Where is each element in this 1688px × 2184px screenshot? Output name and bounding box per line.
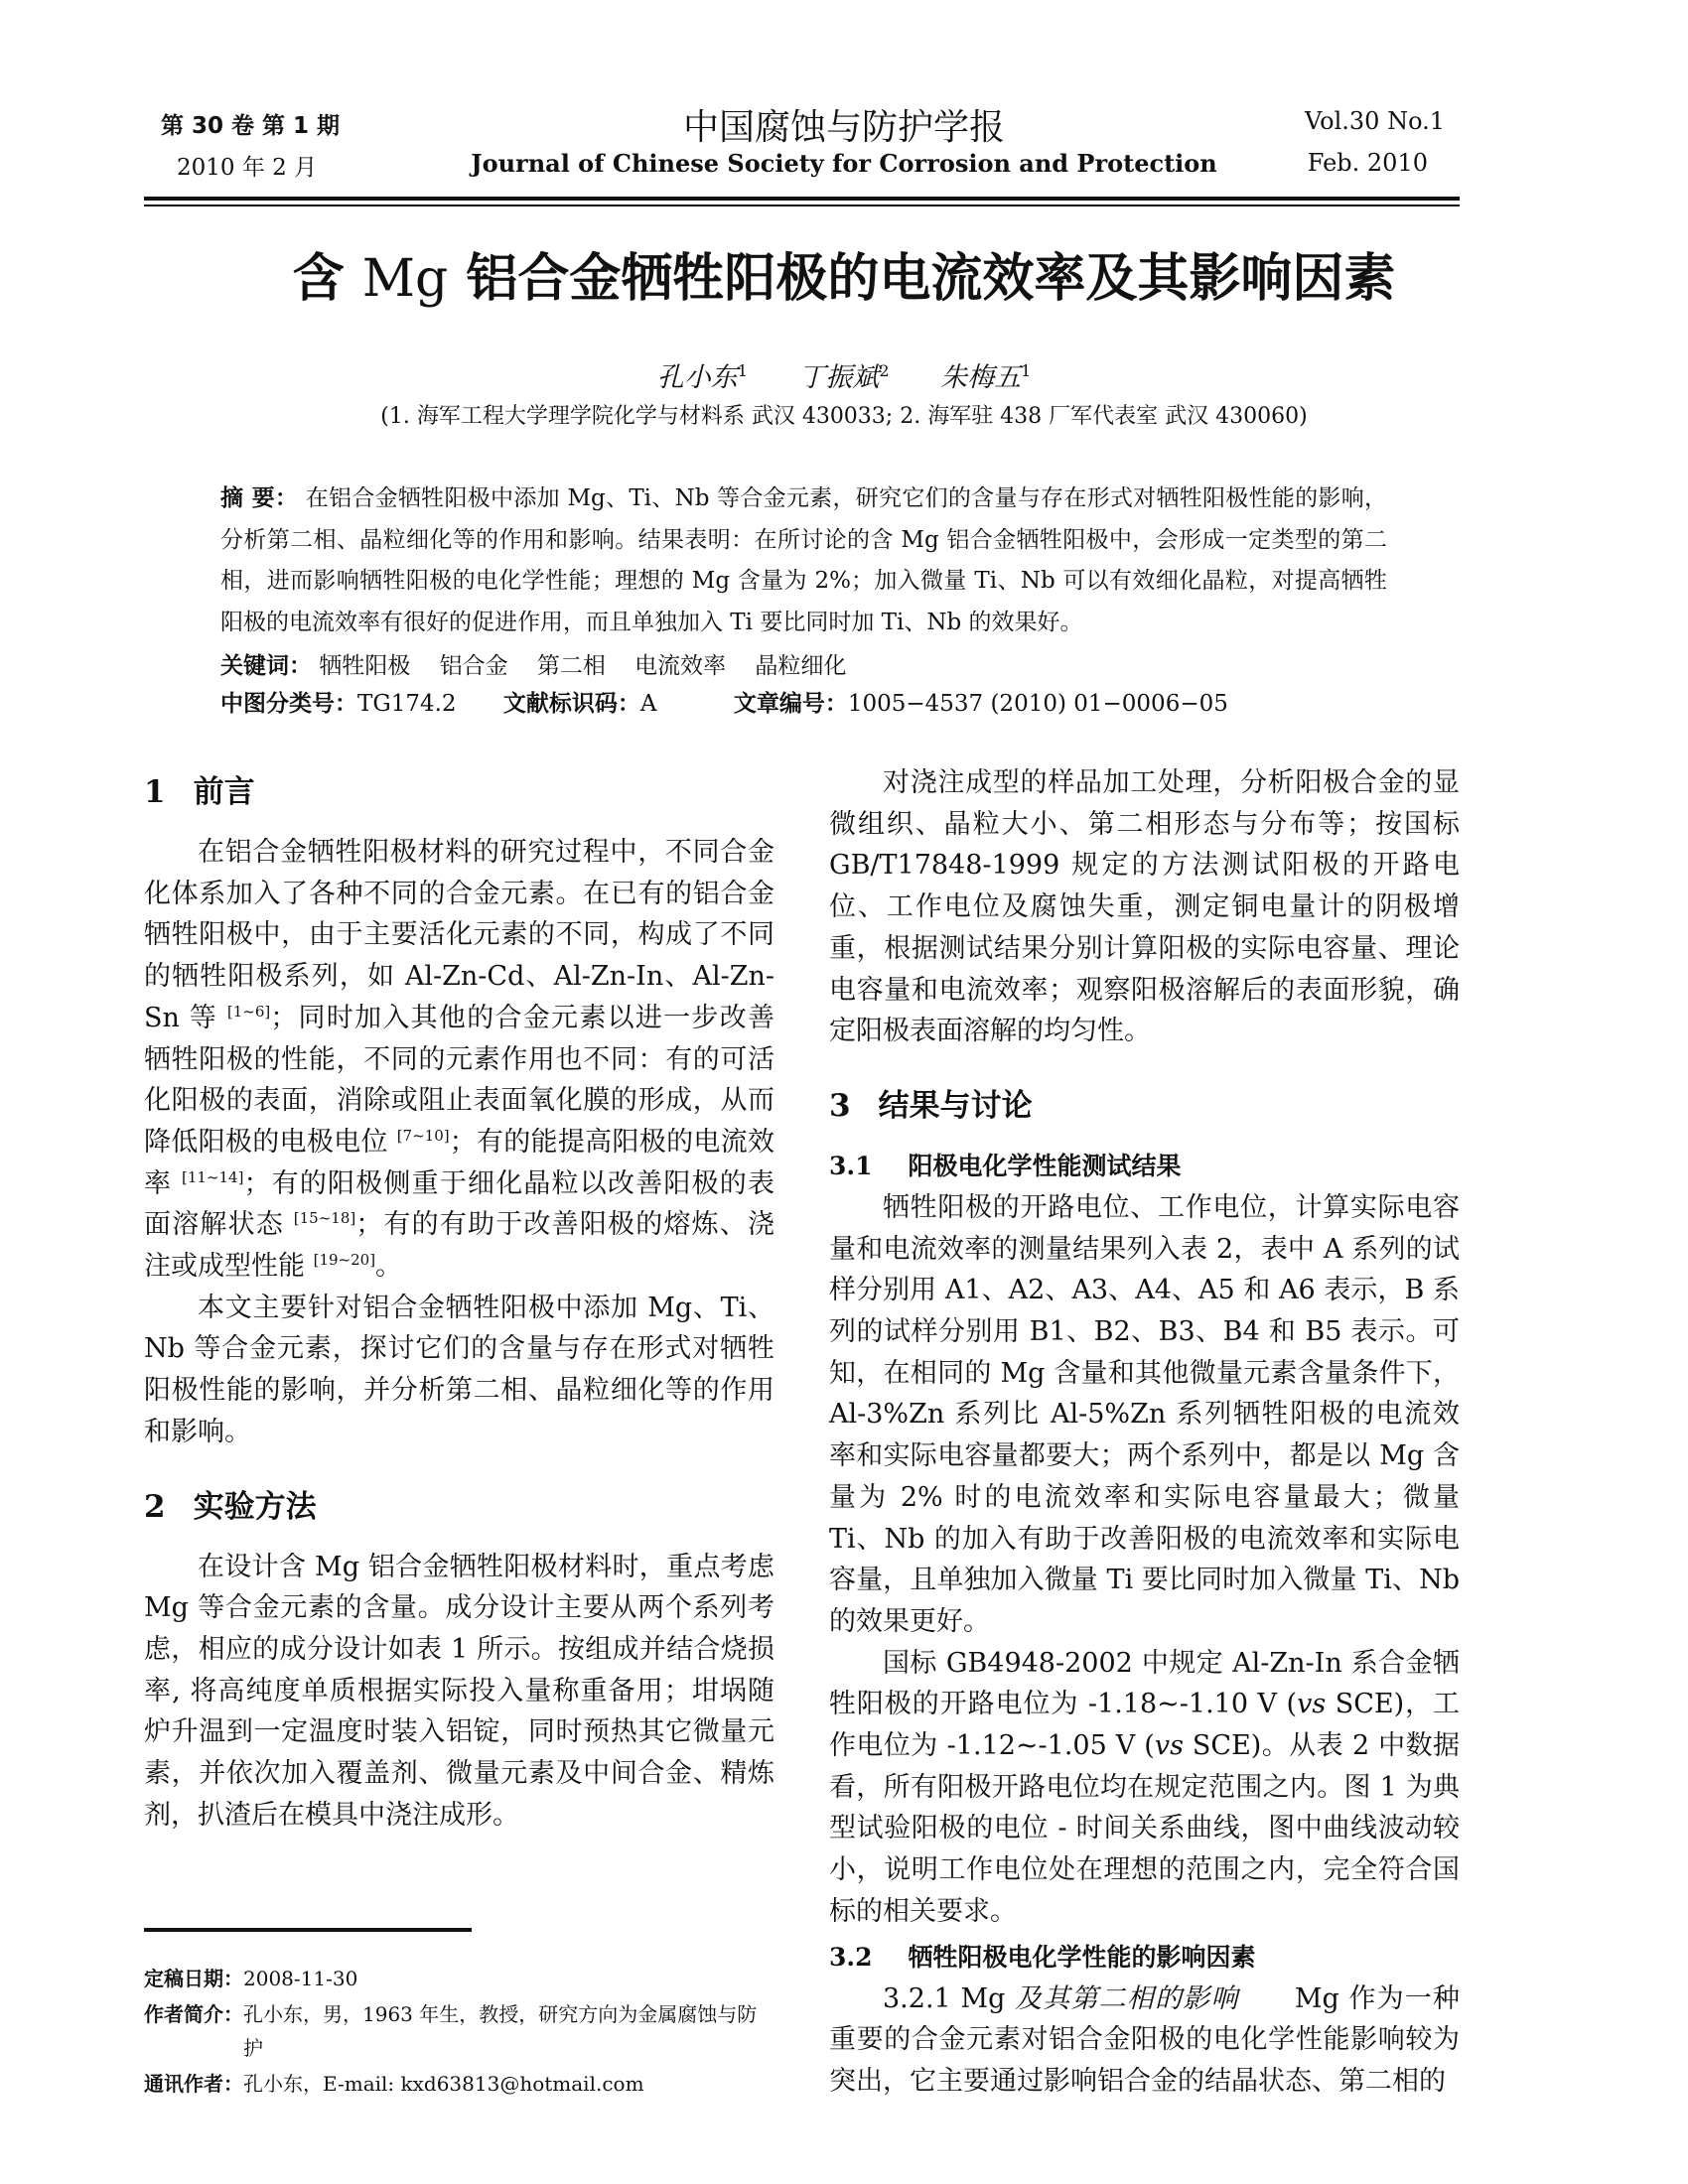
text-run: 。	[375, 1251, 403, 1283]
text-run: ；有的有助于改善阳极的熔炼、浇注或成型性能	[144, 1209, 775, 1283]
text-run: ；有的能提高阳极的电流效率	[144, 1126, 774, 1199]
keyword: 晶粒细化	[755, 653, 847, 679]
keywords	[220, 647, 1387, 685]
text-run: 在铝合金牺牲阳极材料的研究过程中，不同合金化体系加入了各种不同的合金元素。在已有的铝合金牺牲阳极中，由于主要活化元素的不同，构成了不同的牺牲阳极系列，如 Al-Zn-Cd、Al-Zn-In、Al-Zn-Sn 等	[144, 837, 774, 1033]
text-run: 3.2.1 Mg	[883, 1982, 1016, 2014]
text-run: ；同时加入其他的合金元素以进一步改善牺牲阳极的性能，不同的元素作用也不同：有的可活化阳极的表面，消除或阻止表面氧化膜的形成，从而降低阳极的电极电位	[144, 1002, 774, 1158]
citation: [19~20]	[313, 1251, 376, 1270]
section-2	[144, 1477, 774, 1837]
citation: [11~14]	[181, 1167, 244, 1186]
footnote-label: 通讯作者：	[144, 2071, 243, 2096]
paragraph	[829, 762, 1460, 1052]
paragraph	[829, 1643, 1460, 1933]
footnote-rule	[144, 1928, 472, 1932]
abstract-label: 摘 要：	[220, 485, 299, 511]
section-heading	[144, 762, 774, 832]
section-2-continued	[829, 762, 1460, 1052]
title-part: 铝合金牺牲阳极的电流效率及其影响因素	[448, 249, 1396, 309]
author-affiliation-mark: 1	[1021, 361, 1032, 380]
section-3-2	[829, 1937, 1460, 2103]
section-heading	[144, 1477, 774, 1547]
text-run: vs	[1297, 1689, 1327, 1720]
footnote-author-bio	[144, 1997, 774, 2065]
text-run: 及其第二相的影响	[1015, 1982, 1239, 2014]
text-run: 本文主要针对铝合金牺牲阳极中添加 Mg、Ti、Nb 等合金元素，探讨它们的含量与存在形式对牺牲阳极性能的影响，并分析第二相、晶粒细化等的作用和影响。	[144, 1292, 774, 1447]
abstract-text: 在铝合金牺牲阳极中添加 Mg、Ti、Nb 等合金元素，研究它们的含量与存在形式对牺牲阳极性能的影响，分析第二相、晶粒细化等的作用和影响。结果表明：在所讨论的含 Mg 铝合金牺牲阳极中，会形成一定类型的第二相，进而影响牺牲阳极的电化学性能；理想的 Mg 含量为 2%；加入微量 Ti、Nb 可以有效细化晶粒，对提高牺牲阳极的电流效率有很好的促进作用，而且单独加入 Ti 要比同时加 Ti、Nb 的效果好。	[220, 485, 1388, 635]
footnote-corresponding-author	[144, 2067, 774, 2101]
author: 朱梅五	[940, 362, 1022, 393]
paragraph	[144, 1547, 774, 1837]
doc-code-value: A	[639, 691, 657, 717]
author-affiliation-mark: 1	[737, 361, 748, 380]
clc-label: 中图分类号：	[220, 691, 357, 717]
footnote-received-date	[144, 1962, 774, 1995]
date-cn: 2010 年 2 月	[177, 155, 318, 181]
section-heading	[829, 1076, 1460, 1146]
doc-code-label: 文献标识码：	[502, 691, 640, 717]
footnote-value: 2008-11-30	[243, 1966, 358, 1990]
text-run: vs	[1154, 1730, 1184, 1762]
text-run: Mg 作为一种重要的合金元素对铝合金阳极的电化学性能影响较为突出，它主要通过影响铝合金的结晶状态、第二相的	[829, 1982, 1461, 2097]
section-1	[144, 762, 774, 1453]
footnote-value: 孔小东，E-mail: kxd63813@hotmail.com	[243, 2071, 644, 2096]
section-title: 前言	[193, 774, 255, 810]
section-number: 2	[144, 1488, 166, 1525]
clc-value: TG174.2	[357, 691, 457, 717]
title-part: Mg	[361, 249, 449, 309]
author: 孔小东	[656, 362, 738, 393]
paragraph	[829, 1979, 1460, 2103]
paragraph	[144, 832, 774, 1288]
citation: [1~6]	[226, 1002, 271, 1021]
left-column	[144, 762, 774, 2103]
footnote-label: 作者简介：	[144, 2001, 243, 2026]
article-number-label: 文章编号：	[733, 691, 848, 717]
text-run: SCE)，工作电位为 -1.12~-1.05 V (	[829, 1689, 1461, 1762]
section-3	[829, 1076, 1460, 1933]
keyword: 牺牲阳极	[319, 653, 411, 679]
article-number-value: 1005−4537 (2010) 01−0006−05	[847, 691, 1228, 717]
keyword: 第二相	[536, 653, 606, 679]
text-run: 在设计含 Mg 铝合金牺牲阳极材料时，重点考虑 Mg 等合金元素的含量。成分设计主要从两个系列考虑，相应的成分设计如表 1 所示。按组成并结合烧损率, 将高纯度单质根据实际投入量称重备用；坩埚随炉升温到一定温度时装入铝锭，同时预热其它微量元素，并依次加入覆盖剂、微量元素及中间合金、精炼剂，扒渣后在模具中浇注成形。	[144, 1551, 774, 1831]
keyword: 铝合金	[439, 653, 508, 679]
text-run: ；有的阳极侧重于细化晶粒以改善阳极的表面溶解状态	[144, 1167, 774, 1241]
subsection-title: 牺牲阳极电化学性能的影响因素	[908, 1942, 1256, 1972]
right-column	[829, 762, 1460, 2103]
text-run: 对浇注成型的样品加工处理，分析阳极合金的显微组织、晶粒大小、第二相形态与分布等；按国标 GB/T17848-1999 规定的方法测试阳极的开路电位、工作电位及腐蚀失重，测定铜电量计的阴极增重，根据测试结果分别计算阳极的实际电容量、理论电容量和电流效率；观察阳极溶解后的表面形貌，确定阳极表面溶解的均匀性。	[829, 767, 1460, 1047]
subsection-title: 阳极电化学性能测试结果	[908, 1151, 1182, 1180]
paragraph	[829, 1187, 1460, 1643]
author: 丁振斌	[798, 362, 880, 393]
journal-title-en: Journal of Chinese Society for Corrosion and Protection	[471, 149, 1217, 178]
title-part: 含	[292, 249, 362, 309]
text-run: 国标 GB4948-2002 中规定 Al-Zn-In 系合金牺牲阳极的开路电位为 -1.18~-1.10 V (	[829, 1647, 1460, 1720]
abstract	[220, 478, 1387, 643]
citation: [15~18]	[293, 1209, 356, 1228]
section-number: 3	[829, 1087, 851, 1124]
date-en: Feb. 2010	[1307, 149, 1428, 177]
paragraph	[144, 1288, 774, 1453]
article-meta	[220, 647, 1387, 723]
keyword: 电流效率	[634, 653, 727, 679]
affiliation: (1. 海军工程大学理学院化学与材料系 武汉 430033; 2. 海军驻 438 厂军代表室 武汉 430060)	[380, 404, 1308, 429]
classification	[220, 685, 1387, 723]
footnote-label: 定稿日期：	[144, 1966, 243, 1990]
journal-title-cn: 中国腐蚀与防护学报	[682, 107, 1005, 148]
section-number: 1	[144, 774, 166, 810]
section-title: 实验方法	[193, 1488, 317, 1525]
text-run: SCE)。从表 2 中数据看，所有阳极开路电位均在规定范围之内。图 1 为典型试验阳极的电位 - 时间关系曲线，图中曲线波动较小，说明工作电位处在理想的范围之内，完全符合国标的相关要求。	[829, 1730, 1460, 1927]
keywords-label: 关键词：	[220, 653, 312, 679]
subsection-heading	[829, 1937, 1460, 1979]
subsection-heading	[829, 1146, 1460, 1187]
subsection-number: 3.1	[829, 1151, 873, 1180]
two-column-body	[144, 762, 1460, 2103]
text-run: 牺牲阳极的开路电位、工作电位，计算实际电容量和电流效率的测量结果列入表 2，表中 A 系列的试样分别用 A1、A2、A3、A4、A5 和 A6 表示，B 系列的试样分别用 B1、B2、B3、B4 和 B5 表示。可知，在相同的 Mg 含量和其他微量元素含量条件下，Al-3%Zn 系列比 Al-5%Zn 系列牺牲阳极的电流效率和实际电容量都要大；两个系列中，都是以 Mg 含量为 2% 时的电流效率和实际电容量最大；微量 Ti、Nb 的加入有助于改善阳极的电流效率和实际电容量，且单独加入微量 Ti 要比同时加入微量 Ti、Nb 的效果更好。	[829, 1191, 1461, 1637]
author-affiliation-mark: 2	[879, 361, 890, 380]
subsection-number: 3.2	[829, 1942, 873, 1972]
footnote-value: 孔小东，男，1963 年生，教授，研究方向为金属腐蚀与防护	[243, 2001, 758, 2060]
volume-issue-en: Vol.30 No.1	[1305, 107, 1445, 135]
volume-issue-cn: 第 30 卷 第 1 期	[161, 113, 341, 139]
citation: [7~10]	[396, 1126, 450, 1145]
section-title: 结果与讨论	[878, 1087, 1033, 1124]
